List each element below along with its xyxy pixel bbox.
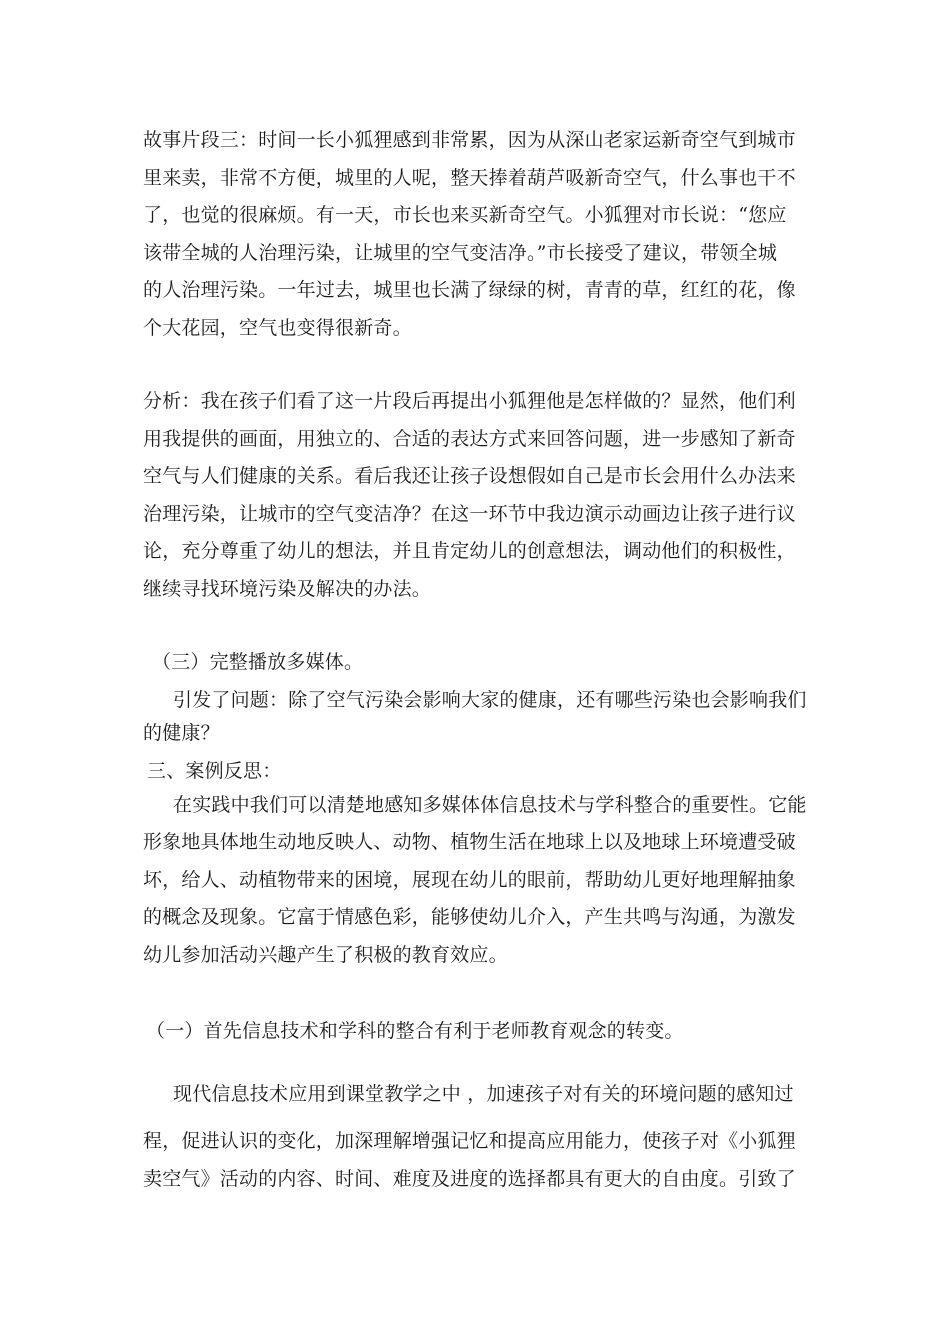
analysis-line-6: 继续寻找环境污染及解决的办法。 bbox=[143, 578, 432, 600]
reflection-line-4: 的概念及现象。它富于情感色彩，能够使幼儿介入，产生共鸣与沟通，为激发 bbox=[143, 906, 796, 928]
analysis-line-1: 分析：我在孩子们看了这一片段后再提出小狐狸他是怎样做的？显然，他们利 bbox=[143, 390, 796, 412]
case-reflection-heading: 三、案例反思： bbox=[147, 760, 282, 782]
story-fragment-line-1: 故事片段三：时间一长小狐狸感到非常累，因为从深山老家运新奇空气到城市 bbox=[143, 129, 796, 151]
story-fragment-line-5: 的人治理污染。一年过去，城里也长满了绿绿的树，青青的草，红红的花，像 bbox=[143, 279, 796, 301]
question-line-2: 的健康？ bbox=[143, 722, 220, 744]
tech-line-1: 现代信息技术应用到课堂教学之中 ，加速孩子对有关的环境问题的感知过 bbox=[173, 1083, 794, 1105]
story-fragment-line-6: 个大花园，空气也变得很新奇。 bbox=[143, 317, 412, 339]
story-fragment-line-4: 该带全城的人治理污染，让城里的空气变洁净。”市长接受了建议，带领全城 bbox=[143, 242, 778, 264]
analysis-line-5: 论，充分尊重了幼儿的想法，并且肯定幼儿的创意想法，调动他们的积极性， bbox=[143, 540, 796, 562]
reflection-line-1: 在实践中我们可以清楚地感知多媒体体信息技术与学科整合的重要性。它能 bbox=[173, 794, 807, 816]
reflection-line-3: 坏，给人、动植物带来的困境，展现在幼儿的眼前，帮助幼儿更好地理解抽象 bbox=[143, 869, 796, 891]
analysis-line-4: 治理污染，让城市的空气变洁净？在这一环节中我边演示动画边让孩子进行议 bbox=[143, 503, 796, 525]
analysis-line-3: 空气与人们健康的关系。看后我还让孩子设想假如自己是市长会用什么办法来 bbox=[143, 465, 796, 487]
question-line-1: 引发了问题：除了空气污染会影响大家的健康，还有哪些污染也会影响我们 bbox=[173, 689, 807, 711]
analysis-line-2: 用我提供的画面，用独立的、合适的表达方式来回答问题，进一步感知了新奇 bbox=[143, 428, 796, 450]
section-heading-three: （三）完整播放多媒体。 bbox=[152, 651, 364, 673]
reflection-line-2: 形象地具体地生动地反映人、动物、植物生活在地球上以及地球上环境遭受破 bbox=[143, 831, 796, 853]
tech-line-3: 卖空气》活动的内容、时间、难度及进度的选择都具有更大的自由度。引致了 bbox=[143, 1168, 796, 1190]
reflection-line-5: 幼儿参加活动兴趣产生了积极的教育效应。 bbox=[143, 944, 508, 966]
section-heading-one: （一）首先信息技术和学科的整合有利于老师教育观念的转变。 bbox=[146, 1020, 684, 1042]
tech-line-2: 程，促进认识的变化，加深理解增强记忆和提高应用能力，使孩子对《小狐狸 bbox=[143, 1130, 796, 1152]
story-fragment-line-2: 里来卖，非常不方便，城里的人呢，整天捧着葫芦吸新奇空气，什么事也干不 bbox=[143, 167, 796, 189]
story-fragment-line-3: 了，也觉的很麻烦。有一天，市长也来买新奇空气。小狐狸对市长说：“您应 bbox=[143, 204, 787, 226]
